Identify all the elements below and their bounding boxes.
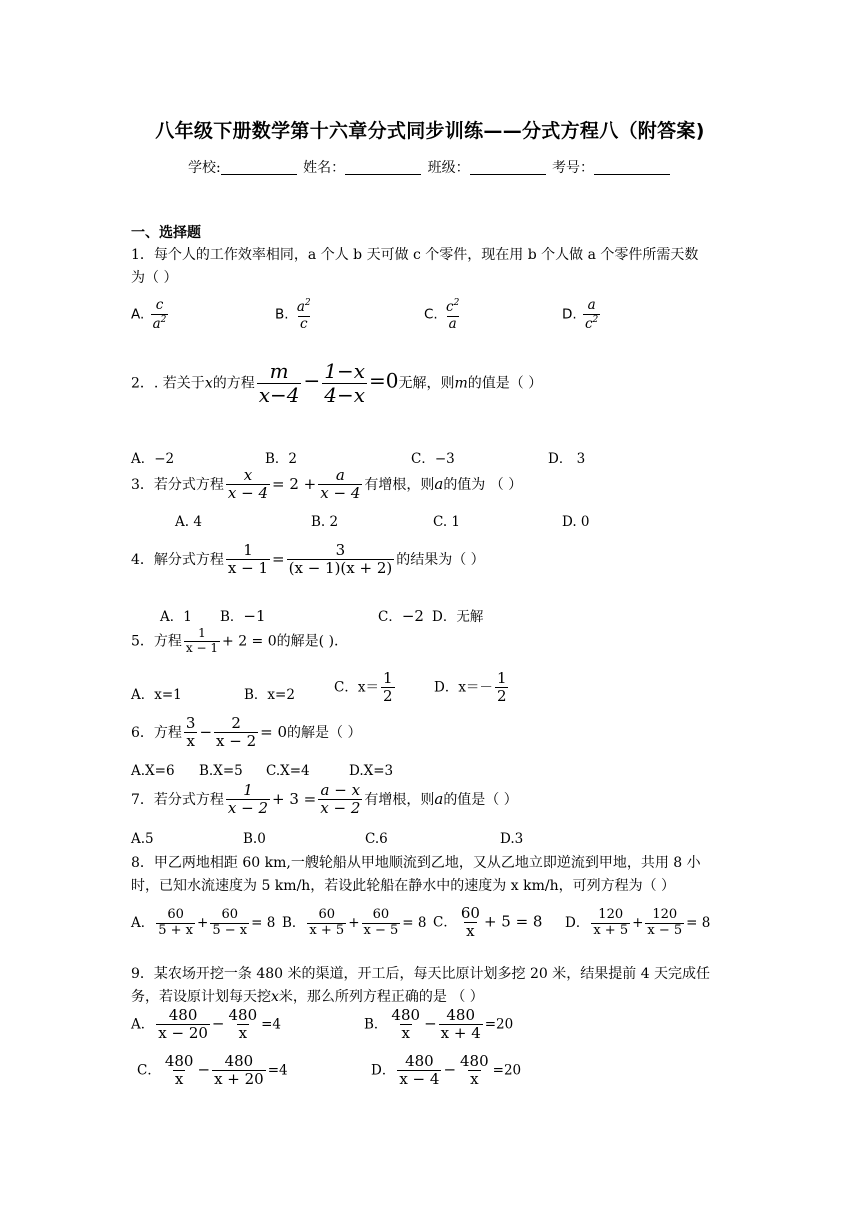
question-8-line2: 时，已知水流速度为 5 km/h，若设此轮船在静水中的速度为 x km/h，可列方程为（ ） <box>131 878 676 894</box>
school-label: 学校: <box>187 160 221 176</box>
q1-option-c-label: C. <box>424 306 438 323</box>
q1-b-num-sup: 2 <box>304 298 311 308</box>
q1-c-num: c <box>446 299 454 315</box>
question-9-line1: 9．某农场开挖一条 480 米的渠道，开工后，每天比原计划多挖 20 米，结果提前 4 天完成任 <box>131 966 711 982</box>
q4-equals: = <box>272 549 285 568</box>
q4-fraction-1: $\frac{1}{x - 1}$ <box>227 541 269 578</box>
q7-fraction-1: $\frac{1}{x - 2}$ <box>227 781 269 818</box>
name-blank[interactable] <box>345 160 421 175</box>
q1-c-den: a <box>448 315 457 332</box>
q5-fraction: $\frac{1}{x - 1}$ <box>185 626 219 655</box>
q6-fraction-2: $\frac{2}{x - 2}$ <box>216 714 257 751</box>
q9-option-b[interactable]: B． $\frac{480}{x}$ − $\frac{480}{x + 4}$ =20 <box>364 1006 514 1043</box>
q6-option-d[interactable]: D.X=3 <box>349 763 394 779</box>
q3-fraction-1: $\frac{x}{x - 4}$ <box>227 466 269 503</box>
q1-option-c[interactable] <box>424 298 463 332</box>
q6-mid: = 0 <box>260 722 288 741</box>
question-6 <box>131 715 362 751</box>
q7-option-b[interactable]: B.0 <box>243 831 266 847</box>
exam-no-label: 考号： <box>552 160 595 176</box>
q7-option-c[interactable]: C.6 <box>365 831 388 847</box>
q3-text-post: 有增根，则 <box>364 476 435 493</box>
q3-var-a: a <box>434 474 444 493</box>
q3-fraction-2: $\frac{a}{x - 4}$ <box>320 466 361 503</box>
q3-option-a[interactable]: A. 4 <box>175 514 202 530</box>
q4-fraction-2: $\frac{3}{(x - 1)(x + 2)}$ <box>288 541 393 578</box>
q1-c-num-sup: 2 <box>453 298 460 308</box>
q3-option-c[interactable]: C. 1 <box>433 514 461 530</box>
q2-var-x: x <box>204 375 213 392</box>
q2-option-b[interactable]: B．2 <box>265 451 298 467</box>
q2-fraction-2: $\frac{1-x}{4-x}$ <box>324 359 366 407</box>
q3-text-pre: 3．若分式方程 <box>131 476 224 493</box>
q1-b-den: c <box>299 315 308 332</box>
section-heading: 一、选择题 <box>131 225 201 241</box>
q2-text-mid: 的方程 <box>212 375 255 392</box>
q2-minus: − <box>303 368 321 393</box>
q2-text-post2: 的值是（ ） <box>467 375 543 392</box>
q5-text-post: 的解是( ). <box>276 633 339 650</box>
question-2 <box>131 360 542 407</box>
q7-text-post2: 的值是（ ） <box>443 791 518 808</box>
q2-option-a[interactable]: A．−2 <box>131 451 175 467</box>
q5-option-d[interactable]: D．x＝－ $\frac{1}{2}$ <box>434 669 507 706</box>
question-1-line2: 为（ ） <box>131 270 178 286</box>
exam-no-blank[interactable] <box>594 160 670 175</box>
q3-mid: = 2 + <box>272 474 317 493</box>
q1-a-den: a <box>152 315 161 332</box>
q8-option-d[interactable]: D． $\frac{120}{x + 5}$ + $\frac{120}{x - 5}$ = 8 <box>565 907 711 938</box>
q7-var-a: a <box>434 789 444 808</box>
q7-text-post: 有增根，则 <box>364 791 435 808</box>
q3-text-post2: 的值为 （ ） <box>443 476 523 493</box>
q8-option-c[interactable]: C． $\frac{60}{x}$ + 5 = 8 <box>433 904 543 941</box>
school-blank[interactable] <box>221 160 297 175</box>
question-7 <box>131 782 518 818</box>
question-8-line1: 8．甲乙两地相距 60 km,一艘轮船从甲地顺流到乙地，又从乙地立即逆流到甲地，共用 8 小 <box>131 855 701 871</box>
q8-option-b[interactable]: B． $\frac{60}{x + 5}$ + $\frac{60}{x - 5}$ = 8 <box>282 907 427 938</box>
q1-b-num: a <box>296 299 305 315</box>
q9-option-c[interactable]: C． $\frac{480}{x}$ − $\frac{480}{x + 20}$ =4 <box>137 1052 288 1089</box>
q6-text-post: 的解是（ ） <box>287 724 362 741</box>
q6-option-a[interactable]: A.X=6 <box>131 763 175 779</box>
q5-option-a[interactable]: A．x=1 <box>131 687 182 703</box>
q1-option-a-label: A. <box>131 306 145 323</box>
q7-option-d[interactable]: D.3 <box>500 831 524 847</box>
q8-option-a[interactable]: A． $\frac{60}{5 + x}$ + $\frac{60}{5 - x}$ = 8 <box>131 907 276 938</box>
q6-text-pre: 6．方程 <box>131 724 182 741</box>
q6-option-b[interactable]: B.X=5 <box>199 763 243 779</box>
q2-var-m: m <box>454 375 468 392</box>
q4-text-post: 的结果为（ ） <box>396 551 485 568</box>
q5-option-b[interactable]: B．x=2 <box>244 687 295 703</box>
student-info-line <box>0 157 860 177</box>
q6-option-c[interactable]: C.X=4 <box>266 763 310 779</box>
question-9-line2: 务，若设原计划每天挖x米，那么所列方程正确的是 （ ） <box>131 989 484 1005</box>
q2-fraction-1: $\frac{m}{x-4}$ <box>258 359 300 407</box>
q2-text-post: 无解，则 <box>398 375 455 392</box>
q5-mid: + 2 = 0 <box>222 633 277 650</box>
question-5 <box>131 627 338 656</box>
q1-a-num: c <box>155 297 164 313</box>
q9-option-a[interactable]: A． $\frac{480}{x - 20}$ − $\frac{480}{x}$ =4 <box>131 1006 282 1043</box>
name-label: 姓名： <box>303 160 346 176</box>
q4-text-pre: 4．解分式方程 <box>131 551 224 568</box>
q6-minus: − <box>199 722 213 741</box>
q5-option-c[interactable]: C．x＝ $\frac{1}{2}$ <box>334 669 393 706</box>
page-title: 八年级下册数学第十六章分式同步训练——分式方程八（附答案) <box>155 120 705 142</box>
q7-mid: + 3 = <box>272 789 317 808</box>
q2-option-d[interactable]: D． 3 <box>548 451 586 467</box>
q4-option-a[interactable]: A．1 <box>160 609 192 625</box>
q2-equals: =0 <box>369 368 399 393</box>
question-4 <box>131 542 485 578</box>
question-1-line1: 1．每个人的工作效率相同，a 个人 b 天可做 c 个零件，现在用 b 个人做 a 个零件所需天数 <box>131 247 699 263</box>
q1-option-b-label: B. <box>275 306 289 323</box>
q1-d-den-sup: 2 <box>592 314 599 325</box>
q5-text-pre: 5．方程 <box>131 633 182 650</box>
q1-option-b[interactable] <box>275 298 315 332</box>
q3-option-b[interactable]: B. 2 <box>311 514 339 530</box>
q2-option-c[interactable]: C．−3 <box>411 451 455 467</box>
q4-option-b[interactable]: B．−1 <box>220 607 266 625</box>
q7-text-pre: 7．若分式方程 <box>131 791 224 808</box>
q2-text-pre: 2．. 若关于 <box>131 375 205 392</box>
q1-a-den-sup: 2 <box>160 314 167 325</box>
q1-d-den: c <box>584 315 593 332</box>
q6-fraction-1: $\frac{3}{x}$ <box>185 714 196 751</box>
class-label: 班级： <box>427 160 470 176</box>
q4-option-d[interactable]: D．无解 <box>432 609 484 625</box>
q3-option-d[interactable]: D. 0 <box>562 514 590 530</box>
q4-option-c[interactable]: C．−2 <box>378 607 424 625</box>
q7-option-a[interactable]: A.5 <box>131 831 154 847</box>
q9-option-d[interactable]: D． $\frac{480}{x - 4}$ − $\frac{480}{x}$ =20 <box>371 1052 522 1089</box>
q1-option-d[interactable] <box>562 298 602 332</box>
q1-option-d-label: D. <box>562 306 577 323</box>
q7-fraction-2: $\frac{a - x}{x - 2}$ <box>320 781 361 818</box>
q1-d-num: a <box>587 297 596 313</box>
question-3 <box>131 467 522 503</box>
q1-option-a[interactable] <box>131 298 170 332</box>
class-blank[interactable] <box>470 160 546 175</box>
